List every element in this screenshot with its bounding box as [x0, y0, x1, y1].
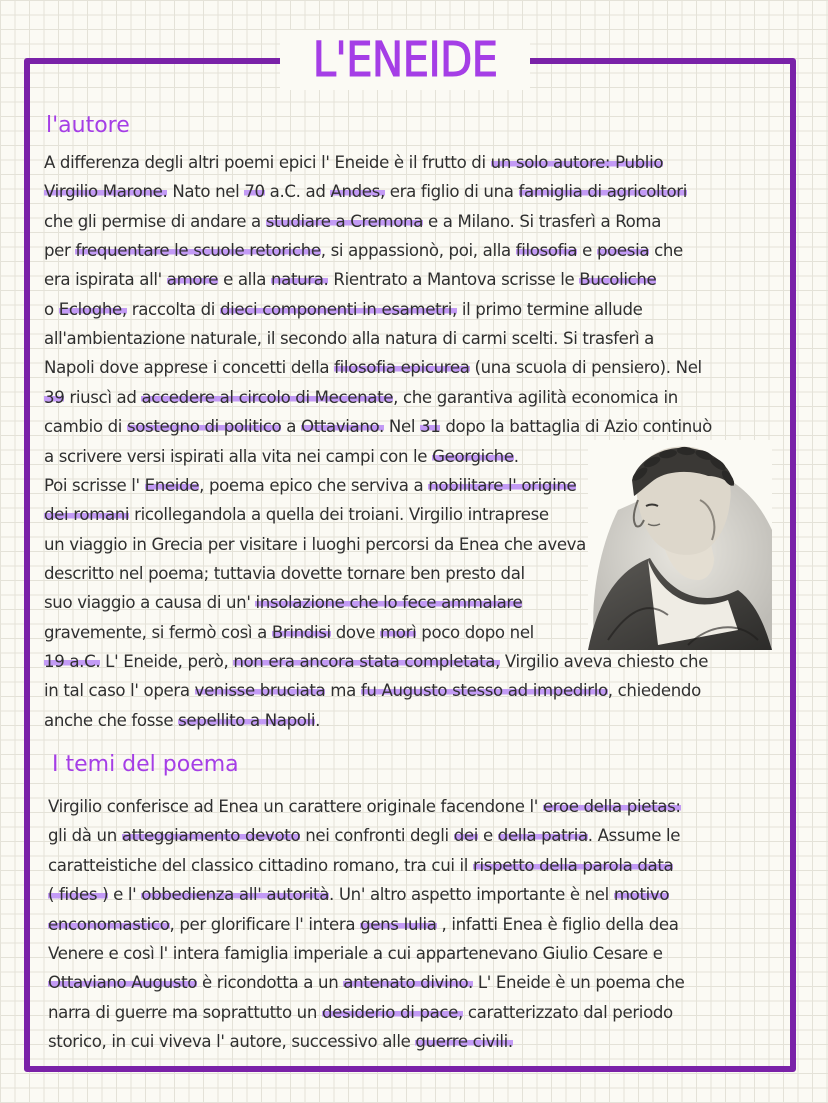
highlighted-text: 31: [420, 417, 441, 437]
text-segment: narra di guerre ma soprattutto un: [48, 1002, 322, 1022]
text-segment: e a Milano. Si trasferì a Roma: [423, 211, 662, 231]
text-segment: , che garantiva agilità economica in: [393, 387, 678, 407]
text-line: [44, 530, 586, 559]
highlighted-text: 19 a.C.: [44, 651, 101, 671]
text-segment: a: [281, 417, 301, 437]
highlighted-text: fu Augusto stesso ad impedirlo: [360, 681, 608, 701]
text-segment: A differenza degli altri poemi epici l' Eneide è il frutto di: [44, 153, 491, 172]
text-line: [44, 618, 534, 647]
highlighted-text: Bucoliche: [579, 270, 657, 290]
highlighted-text: Eneide: [144, 475, 200, 495]
text-segment: era figlio di una: [384, 182, 519, 202]
text-segment: e l': [108, 885, 142, 905]
highlighted-text: studiare a Cremona: [265, 211, 424, 231]
text-segment: Virgilio conferisce ad Enea un carattere originale facendone l': [48, 797, 543, 816]
text-segment: poco dopo nel: [416, 622, 534, 642]
text-segment: in tal caso l' opera: [44, 681, 195, 701]
highlighted-text: guerre civili.: [415, 1032, 513, 1052]
highlighted-text: Brindisi: [271, 622, 331, 642]
text-segment: il primo termine allude: [456, 299, 643, 319]
text-segment: un viaggio in Grecia per visitare i luoghi percorsi da Enea che aveva: [44, 534, 586, 554]
text-line: [44, 412, 712, 441]
highlighted-text: antenato divino.: [343, 973, 473, 993]
text-segment: , chiedendo: [607, 681, 701, 701]
text-segment: , per glorificare l' intera: [169, 914, 361, 934]
text-line: [44, 207, 661, 236]
highlighted-text: insolazione che lo fece ammalare: [255, 593, 523, 613]
highlighted-text: desiderio di pace,: [321, 1002, 463, 1022]
highlighted-text: rispetto della parola data: [473, 855, 674, 875]
highlighted-text: dei: [453, 826, 479, 846]
text-line: [44, 148, 663, 177]
text-line: [44, 676, 701, 705]
highlighted-text: Ottaviano Augusto: [48, 973, 198, 993]
highlighted-text: nobilitare l' origine: [428, 475, 577, 495]
text-segment: era ispirata all': [44, 270, 167, 290]
text-segment: (una scuola di pensiero). Nel: [469, 358, 702, 378]
highlighted-text: enconomastico: [48, 914, 170, 934]
text-segment: L' Eneide è un poema che: [472, 973, 685, 993]
text-segment: , si appassionò, poi, alla: [320, 241, 516, 261]
text-segment: Rientrato a Mantova scrisse le: [328, 270, 580, 290]
highlighted-text: 39: [44, 387, 65, 407]
text-line: [48, 880, 669, 909]
highlighted-text: frequentare le scuole retoriche: [75, 241, 321, 261]
virgil-portrait-image: [588, 440, 772, 650]
highlighted-text: 70: [244, 182, 265, 202]
highlighted-text: filosofia epicurea: [334, 358, 470, 378]
text-line: [44, 442, 519, 471]
title-wrap: [280, 30, 530, 90]
text-segment: . Assume le: [587, 826, 681, 846]
highlighted-text: venisse bruciata: [194, 681, 326, 701]
text-segment: che gli permise di andare a: [44, 211, 266, 231]
text-line: [48, 910, 679, 939]
section-heading-themes: I temi del poema: [52, 752, 239, 777]
text-segment: anche che fosse: [44, 710, 179, 730]
highlighted-text: della patria: [497, 826, 588, 846]
text-segment: Virgilio aveva chiesto che: [499, 651, 709, 671]
text-segment: dopo la battaglia di Azio continuò: [440, 417, 712, 437]
highlighted-text: atteggiamento devoto: [121, 826, 301, 846]
text-line: [48, 998, 673, 1027]
section-heading-author: l'autore: [46, 113, 130, 138]
text-segment: nei confronti degli: [300, 826, 454, 846]
text-segment: cambio di: [44, 417, 127, 437]
text-segment: .: [513, 446, 519, 466]
text-segment: suo viaggio a causa di un': [44, 593, 256, 613]
text-segment: L' Eneide, però,: [100, 651, 234, 671]
highlighted-text: famiglia di agricoltori: [518, 182, 687, 202]
text-segment: descritto nel poema; tuttavia dovette tornare ben presto dal: [44, 563, 525, 583]
highlighted-text: obbedienza all' autorità: [141, 885, 330, 905]
text-segment: Nato nel: [167, 182, 245, 202]
text-segment: raccolta di: [126, 299, 220, 319]
text-line: [44, 647, 708, 676]
text-segment: , infatti Enea è figlio della dea: [436, 914, 679, 934]
highlighted-text: sepellito a Napoli: [178, 710, 316, 730]
text-line: [44, 353, 702, 382]
text-segment: che: [649, 241, 683, 261]
text-segment: è ricondotta a un: [197, 973, 344, 993]
text-line: [48, 792, 681, 821]
text-segment: Nel: [383, 417, 421, 437]
text-segment: , poema epico che serviva a: [199, 475, 429, 495]
text-line: [44, 236, 683, 265]
highlighted-text: un solo autore: Publio: [490, 153, 664, 172]
text-segment: a scrivere versi ispirati alla vita nei campi con le: [44, 446, 433, 466]
text-line: [48, 939, 663, 968]
text-segment: gli dà un: [48, 826, 122, 846]
highlighted-text: natura.: [270, 270, 329, 290]
highlighted-text: morì: [379, 622, 417, 642]
page-title: L'ENEIDE: [312, 32, 498, 88]
text-line: [44, 559, 525, 588]
text-segment: ricollegandola a quella dei troiani. Virgilio intraprese: [129, 505, 549, 525]
text-segment: Poi scrisse l': [44, 475, 145, 495]
highlighted-text: non era ancora stata completata,: [233, 651, 500, 671]
text-segment: storico, in cui viveva l' autore, successivo alle: [48, 1032, 416, 1052]
text-segment: o: [44, 299, 59, 319]
text-line: [44, 177, 687, 206]
text-line: [44, 588, 522, 617]
highlighted-text: dieci componenti in esametri,: [219, 299, 457, 319]
highlighted-text: sostegno di politico: [126, 417, 282, 437]
highlighted-text: motivo: [613, 885, 670, 905]
text-segment: caratterizzato dal periodo: [462, 1002, 673, 1022]
text-line: [44, 295, 643, 324]
text-segment: caratteistiche del classico cittadino romano, tra cui il: [48, 855, 473, 875]
text-segment: gravemente, si fermò così a: [44, 622, 272, 642]
text-segment: ma: [325, 681, 361, 701]
highlighted-text: Virgilio Marone.: [44, 182, 168, 202]
text-segment: e: [577, 241, 597, 261]
highlighted-text: gens Iulia: [360, 914, 437, 934]
text-line: [48, 821, 680, 850]
highlighted-text: Georgiche: [432, 446, 514, 466]
text-line: [48, 851, 673, 880]
text-segment: e: [478, 826, 498, 846]
text-line: [44, 471, 576, 500]
text-line: [44, 706, 320, 735]
highlighted-text: accedere al circolo di Mecenate: [141, 387, 394, 407]
text-segment: Napoli dove apprese i concetti della: [44, 358, 335, 378]
highlighted-text: poesia: [596, 241, 650, 261]
highlighted-text: Ecloghe,: [58, 299, 127, 319]
text-line: [48, 968, 685, 997]
text-segment: Venere e così l' intera famiglia imperiale a cui appartenevano Giulio Cesare e: [48, 944, 663, 963]
text-segment: e alla: [218, 270, 271, 290]
text-segment: per: [44, 241, 76, 261]
text-segment: all'ambientazione naturale, il secondo alla natura di carmi scelti. Si trasferì a: [44, 329, 654, 349]
highlighted-text: eroe della pietas:: [542, 797, 681, 816]
highlighted-text: dei romani: [44, 505, 130, 525]
text-line: [44, 324, 654, 353]
text-line: [48, 1027, 513, 1056]
text-line: [44, 265, 656, 294]
text-line: [44, 383, 678, 412]
highlighted-text: Ottaviano.: [300, 417, 384, 437]
text-segment: a.C. ad: [264, 182, 331, 202]
highlighted-text: amore: [166, 270, 219, 290]
text-segment: dove: [330, 622, 380, 642]
text-segment: . Un' altro aspetto importante è nel: [329, 885, 614, 905]
text-segment: .: [315, 710, 321, 730]
highlighted-text: filosofia: [515, 241, 578, 261]
text-line: [44, 500, 549, 529]
highlighted-text: ( fides ): [48, 885, 109, 905]
highlighted-text: Andes,: [330, 182, 385, 202]
text-segment: riuscì ad: [64, 387, 142, 407]
